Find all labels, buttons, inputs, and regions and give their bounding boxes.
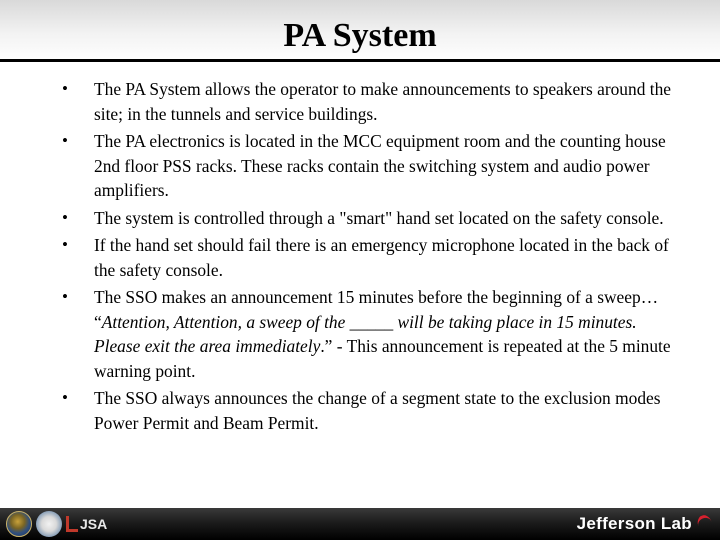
title-underline bbox=[0, 59, 720, 62]
bullet-item bbox=[62, 386, 672, 435]
bullet-text: If the hand set should fail there is an emergency microphone located in the back of the safety console. bbox=[94, 235, 669, 280]
bullet-item bbox=[62, 285, 672, 383]
announcement-quote: Attention, Attention, a sweep of the _____ will be taking place in 15 minutes. Please exit the area immediately bbox=[94, 311, 637, 356]
bullet-marker: • bbox=[62, 388, 68, 407]
bullet-text: The PA System allows the operator to make announcements to speakers around the site; in the tunnels and service buildings. bbox=[94, 79, 671, 124]
jsa-mark bbox=[66, 516, 78, 532]
jefferson-lab-logo-icon bbox=[577, 511, 712, 537]
bullet-text-tail: .” - This announcement is repeated at the 5 minute warning point. bbox=[94, 336, 671, 381]
bullet-text-lead: The SSO makes an announcement 15 minutes before the beginning of a sweep… “ bbox=[94, 287, 659, 332]
jsa-logo-text: JSA bbox=[80, 516, 108, 532]
bullet-text: The SSO always announces the change of a segment state to the exclusion modes Power Permit and Beam Permit. bbox=[94, 388, 661, 433]
bullet-text: The system is controlled through a "smart" hand set located on the safety console. bbox=[94, 207, 664, 228]
footer-bar bbox=[0, 508, 720, 540]
bullet-marker: • bbox=[62, 235, 68, 254]
bullet-item bbox=[62, 206, 672, 231]
bullet-marker: • bbox=[62, 79, 68, 98]
bullet-marker: • bbox=[62, 131, 68, 150]
slide-title: PA System bbox=[283, 17, 437, 54]
swoosh-icon bbox=[695, 513, 714, 535]
bullet-marker: • bbox=[62, 287, 68, 306]
footer-logos bbox=[6, 510, 110, 538]
doe-seal-icon bbox=[6, 511, 32, 537]
bullet-text: The PA electronics is located in the MCC equipment room and the counting house 2nd floor PSS racks. These racks contain the switching system and audio power amplifiers. bbox=[94, 131, 666, 200]
bullet-item bbox=[62, 129, 672, 203]
atom-logo-icon bbox=[36, 511, 62, 537]
bullet-marker: • bbox=[62, 207, 68, 227]
bullet-item bbox=[62, 233, 672, 282]
jefferson-lab-text: Jefferson Lab bbox=[576, 514, 692, 533]
jsa-logo-icon bbox=[66, 513, 110, 535]
bullet-item bbox=[62, 77, 672, 126]
bullet-list bbox=[62, 77, 672, 438]
